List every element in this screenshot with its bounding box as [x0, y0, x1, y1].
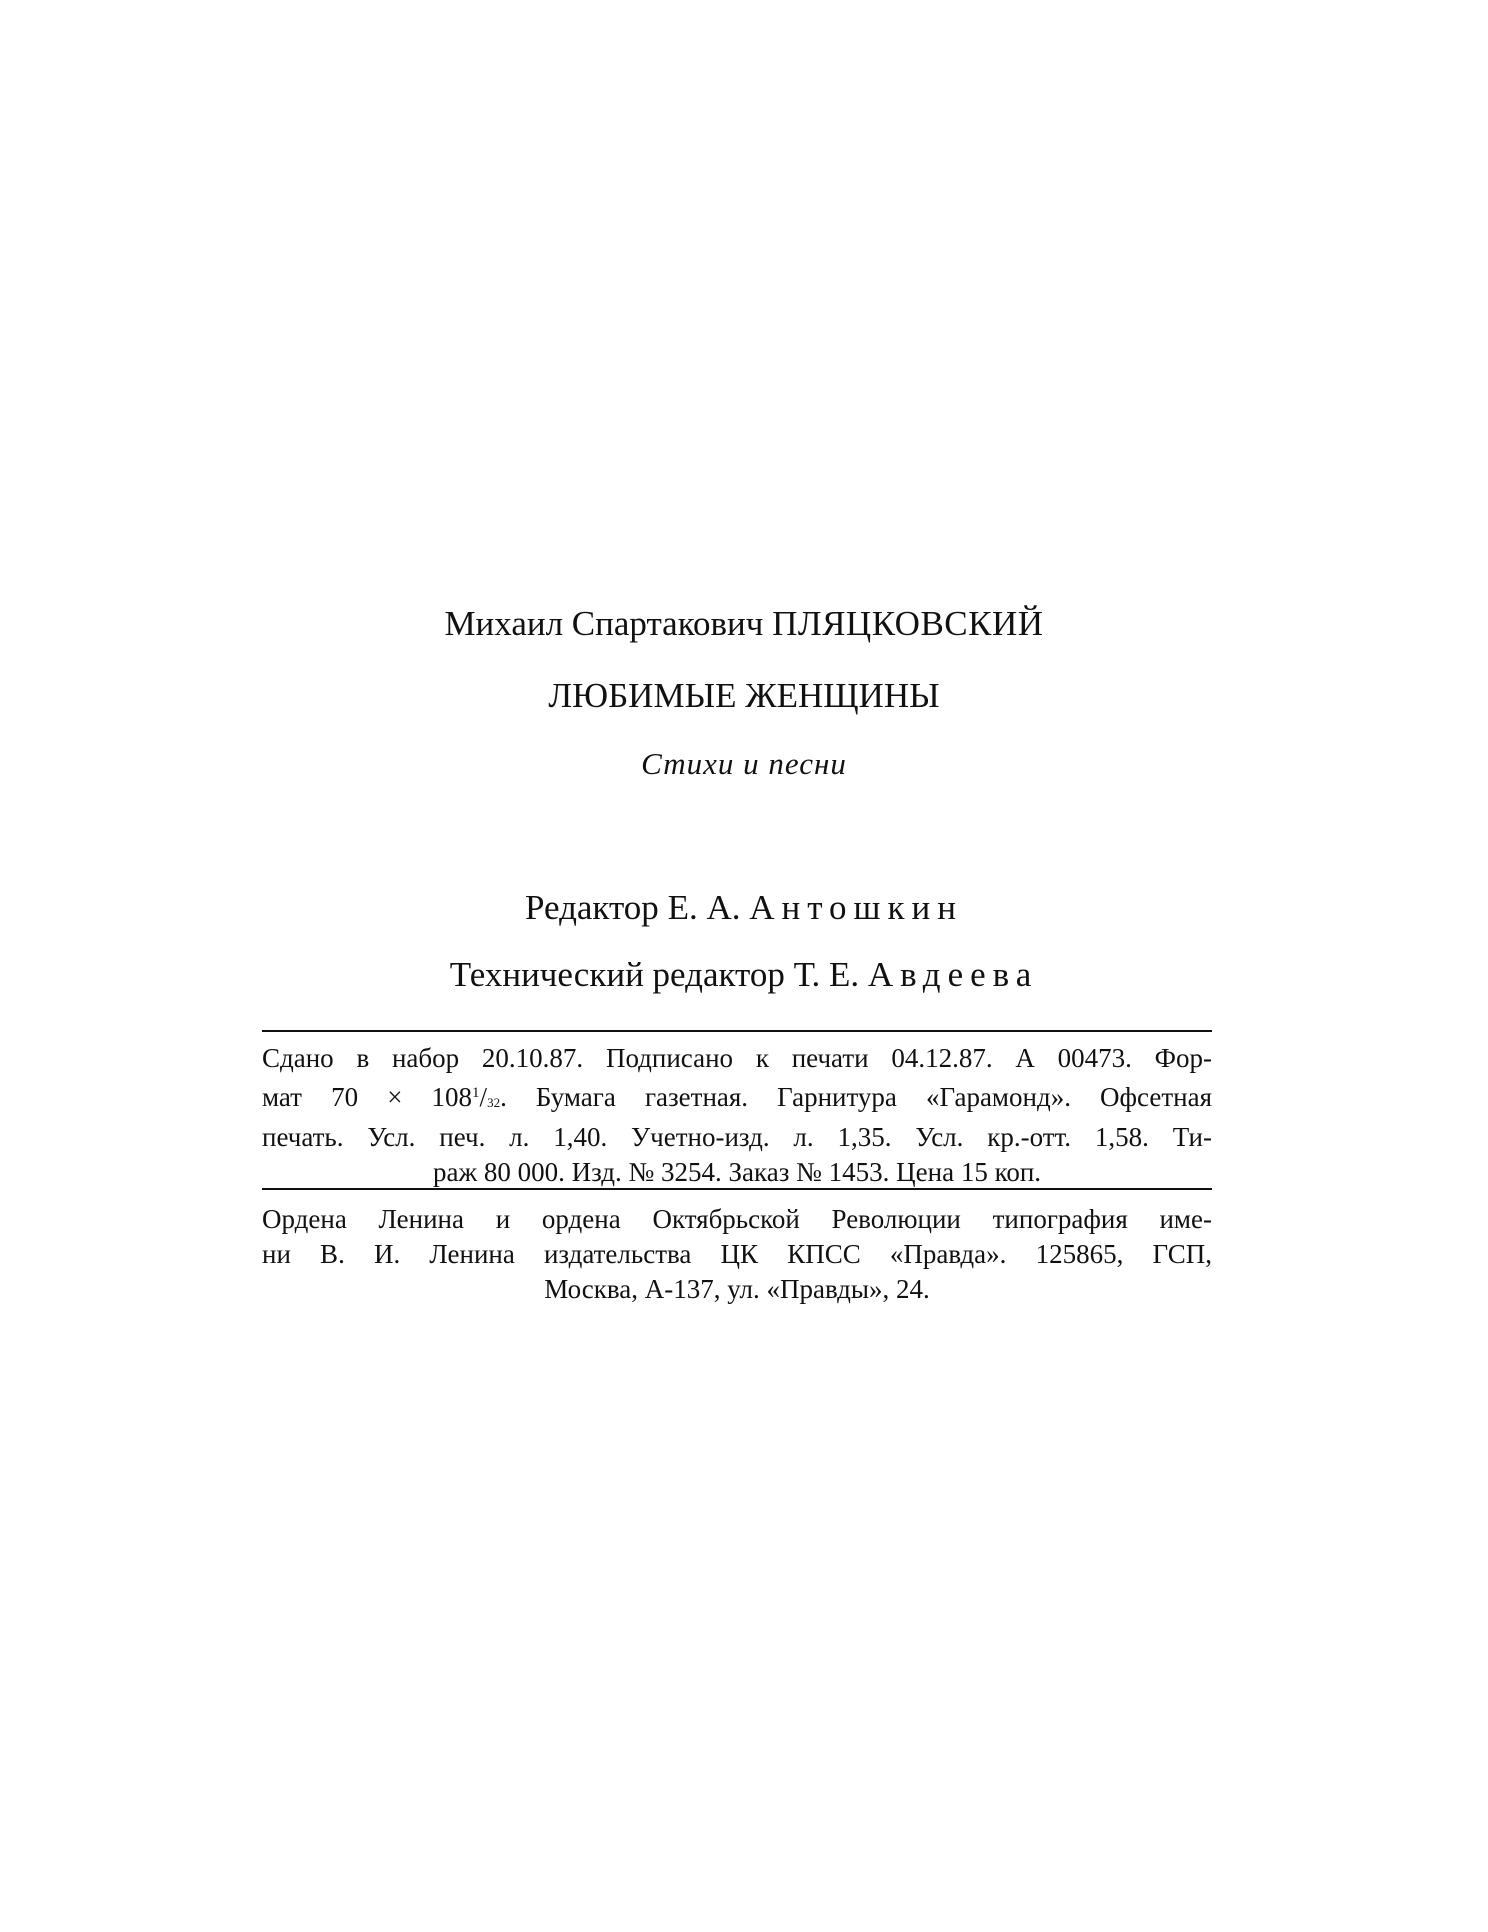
- format-fraction-numerator: 1: [472, 1085, 480, 1101]
- imprint-block: [262, 1041, 1212, 1190]
- format-fraction-denominator: 32: [487, 1095, 501, 1110]
- author-given-names: Михаил Спартакович: [444, 604, 764, 643]
- printer-line: Ордена Ленина и ордена Октябрьской Революции типография име-: [262, 1204, 1212, 1234]
- imprint-format-end: . Бумага газетная. Гарнитура «Гарамонд». Офсетная: [500, 1082, 1212, 1112]
- tech-editor-surname: Авдеева: [867, 955, 1039, 994]
- printer-line: Москва, А-137, ул. «Правды», 24.: [544, 1274, 930, 1304]
- printer-block: [262, 1202, 1212, 1307]
- imprint-format-start: мат 70 × 108: [262, 1082, 473, 1112]
- editor-initials: Е. А.: [667, 888, 741, 927]
- author-surname: ПЛЯЦКОВСКИЙ: [772, 604, 1044, 643]
- imprint-line: раж 80 000. Изд. № 3254. Заказ № 1453. Цена 15 коп.: [432, 1157, 1042, 1187]
- editor-credit: [0, 888, 1488, 928]
- imprint-line-format: мат $70 \times 108^1/_{32}$. Бумага газетная. Гарнитура «Гарамонд». Офсетная: [262, 1082, 1212, 1112]
- editor-surname: Антошкин: [749, 888, 963, 927]
- tech-editor-role: Технический редактор: [449, 955, 785, 994]
- book-title: ЛЮБИМЫЕ ЖЕНЩИНЫ: [548, 676, 940, 715]
- editor-role: Редактор: [525, 888, 659, 927]
- divider-top: [262, 1030, 1212, 1032]
- book-subtitle: Стихи и песни: [641, 746, 847, 781]
- tech-editor-initials: Т. Е.: [793, 955, 860, 994]
- printer-line: ни В. И. Ленина издательства ЦК КПСС «Правда». 125865, ГСП,: [262, 1239, 1212, 1269]
- imprint-line: печать. Усл. печ. л. 1,40. Учетно-изд. л. 1,35. Усл. кр.-отт. 1,58. Ти-: [262, 1122, 1212, 1152]
- author-name: [0, 604, 1488, 644]
- divider-bottom: [262, 1188, 1212, 1190]
- imprint-line: Сдано в набор 20.10.87. Подписано к печати 04.12.87. А 00473. Фор-: [262, 1043, 1212, 1073]
- tech-editor-credit: [0, 955, 1488, 995]
